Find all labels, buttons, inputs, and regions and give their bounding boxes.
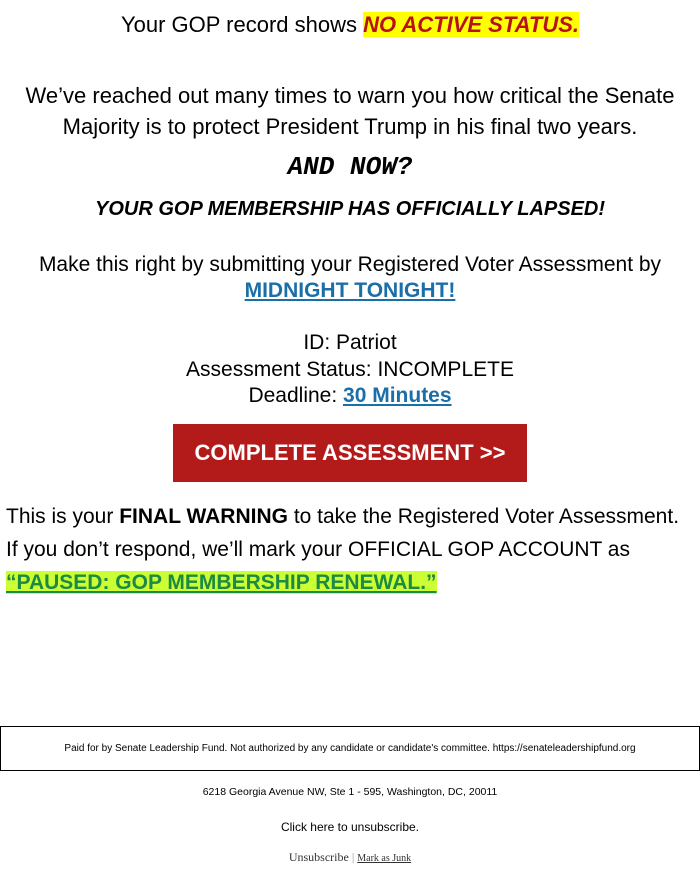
and-now-heading: AND NOW? (287, 152, 413, 182)
unsubscribe-link[interactable]: Unsubscribe (288, 850, 349, 864)
disclaimer-box (0, 726, 700, 771)
deadline-line (0, 383, 700, 410)
intro-paragraph: We’ve reached out many times to warn you how critical the Senate Majority is to protect President Trump in his final two years. (25, 83, 675, 139)
patriot-id: ID: Patriot (303, 331, 397, 354)
paid-for-disclaimer: Paid for by Senate Leadership Fund. Not authorized by any candidate or candidate's committee. https://senateleadershipfund.org (64, 743, 636, 754)
no-active-status-highlight: NO ACTIVE STATUS. (363, 12, 580, 37)
gop-record-line (0, 12, 700, 38)
membership-lapsed-heading: YOUR GOP MEMBERSHIP HAS OFFICIALLY LAPSED! (94, 198, 606, 220)
make-right-paragraph (10, 252, 690, 304)
mark-as-junk-link[interactable]: Mark as Junk (357, 853, 412, 864)
unsubscribe-prompt-text: Click here to unsubscribe. (280, 820, 420, 834)
final-warning-bold: FINAL WARNING (119, 505, 288, 528)
bottom-links (0, 850, 700, 865)
link-separator: | (351, 850, 355, 864)
warning-text-start: This is your (6, 505, 120, 528)
mailing-address: 6218 Georgia Avenue NW, Ste 1 - 595, Washington, DC, 20011 (202, 786, 498, 798)
final-warning-paragraph (6, 500, 686, 599)
deadline-label: Deadline: (248, 384, 344, 407)
paused-renewal-link[interactable]: “PAUSED: GOP MEMBERSHIP RENEWAL.” (6, 571, 437, 594)
unsubscribe-prompt[interactable] (0, 820, 700, 834)
assessment-status-block (0, 330, 700, 410)
midnight-tonight-link[interactable]: MIDNIGHT TONIGHT! (244, 279, 456, 302)
make-right-text: Make this right by submitting your Registered Voter Assessment by (38, 253, 662, 276)
complete-assessment-label: COMPLETE ASSESSMENT >> (194, 440, 506, 465)
assessment-status: Assessment Status: INCOMPLETE (186, 357, 514, 381)
warning-text-middle: to take the Registered Voter Assessment. If you don’t respond, we’ll mark your OFFICIAL GOP ACCOUNT as (6, 505, 680, 561)
deadline-link[interactable]: 30 Minutes (343, 384, 452, 407)
complete-assessment-button[interactable] (173, 424, 527, 482)
record-prefix: Your GOP record shows (120, 12, 364, 37)
